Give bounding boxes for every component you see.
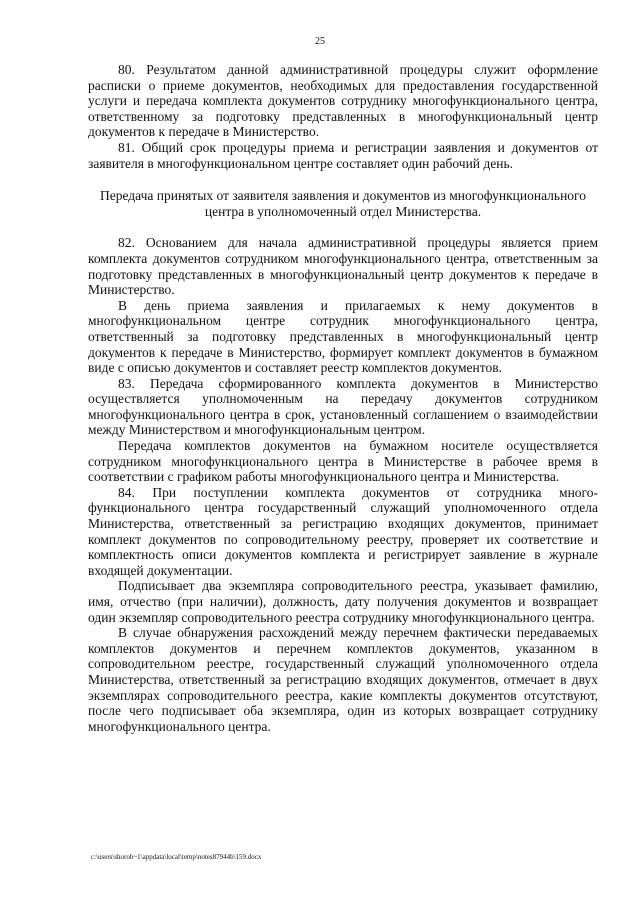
paragraph-83-cont: Передача комплектов документов на бумажном носителе осуществляется сотрудником многофункционального центра в Министерстве в рабочее время в соответствии с графиком работы многофункционального центра и Министерства. [88, 438, 598, 485]
paragraph-81: 81. Общий срок процедуры приема и регистрации заявления и документов от заявителя в многофункциональном центре составляет один рабочий день. [88, 139, 598, 171]
paragraph-80: 80. Результатом данной административной процедуры служит оформление расписки о приеме документов, необходимых для предоставления государственной услуги и передача комплекта документов сотруднику многофункционального центра, ответственному за подготовку представленных в многофункциональный центр документов к передаче в Министерство. [88, 62, 598, 140]
paragraph-82-cont: В день приема заявления и прилагаемых к нему документов в многофункциональном центре сотрудник многофункционального центра, ответственный за подготовку представленных в многофункциональный центр документов к передаче в Министерство, формирует комплект документов в бумажном виде с описью документов и составляет реестр комплектов документов. [88, 297, 598, 376]
section-heading: Передача принятых от заявителя заявления и документов из многофункционального центра в уполномоченный отдел Министерства. [99, 188, 587, 219]
paragraph-84: 84. При поступлении комплекта документов от сотрудника много-функционального центра государственный служащий уполномоченного отдела Министерства, ответственный за регистрацию входящих документов, принимает комплект документов по сопроводительному реестру, проверяет их соответствие и комплектность описи документов комплекта и регистрирует заявление в журнале входящей документации. [88, 484, 598, 578]
document-body [88, 62, 598, 734]
paragraph-84-discrepancy: В случае обнаружения расхождений между перечнем фактически передаваемых комплектов документов и перечнем комплектов документов, указанном в сопроводительном реестре, государственный служащий уполномоченного отдела Министерства, ответственный за регистрацию входящих документов, отмечает в двух экземплярах сопроводительного реестра, какие комплекты документов отсутствуют, после чего подписывает оба экземпляра, один из которых возвращает сотруднику многофункционального центра. [88, 625, 598, 734]
page-number: 25 [315, 36, 325, 47]
paragraph-83: 83. Передача сформированного комплекта документов в Министерство осуществляется уполномоченным на передачу документов сотрудником многофункционального центра в срок, установленный соглашением о взаимодействии между Министерством и многофункциональным центром. [88, 375, 598, 438]
paragraph-82: 82. Основанием для начала административной процедуры является прием комплекта документов сотрудником многофункционального центра, ответственным за подготовку представленных в многофункциональный центр документов к передаче в Министерство. [88, 235, 598, 298]
paragraph-84-sign: Подписывает два экземпляра сопроводительного реестра, указывает фамилию, имя, отчество (при наличии), должность, дату получения документов и возвращает один экземпляр сопроводительного реестра сотруднику многофункционального центра. [88, 578, 598, 625]
footer-file-path: c:\users\shorob~1\appdata\local\temp\notes87944b\159.docx [91, 853, 262, 861]
